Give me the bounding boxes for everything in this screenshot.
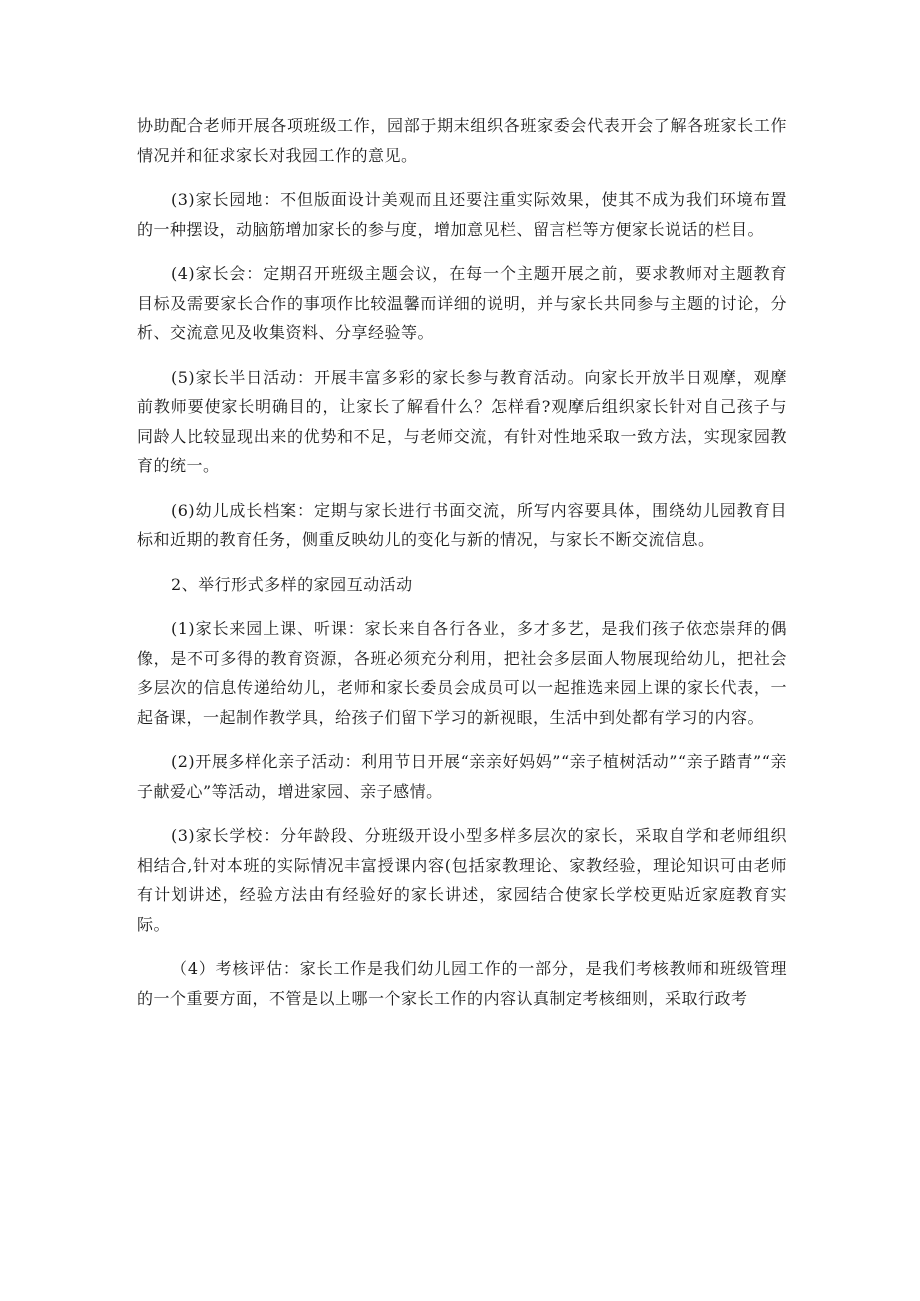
paragraph-parent-school: (3)家长学校：分年龄段、分班级开设小型多样多层次的家长，采取自学和老师组织相结合,针对本班的实际情况丰富授课内容(包括家教理论、家教经验，理论知识可由老师有计划讲述，经验方法由有经验好的家长讲述，家园结合使家长学校更贴近家庭教育实际。 [137, 826, 787, 934]
paragraph-parent-lessons: (1)家长来园上课、听课：家长来自各行各业，多才多艺，是我们孩子依恋崇拜的偶像，是不可多得的教育资源，各班必须充分利用，把社会多层面人物展现给幼儿，把社会多层次的信息传递给幼儿，老师和家长委员会成员可以一起推选来园上课的家长代表，一起备课，一起制作教学具，给孩子们留下学习的新视眼，生活中到处都有学习的内容。 [137, 619, 787, 727]
paragraph-parent-child-activities: (2)开展多样化亲子活动：利用节日开展“亲亲好妈妈”“亲子植树活动”“亲子踏青”“亲子献爱心”等活动，增进家园、亲子感情。 [137, 752, 787, 801]
paragraph-parent-meeting: (4)家长会：定期召开班级主题会议，在每一个主题开展之前，要求教师对主题教育目标及需要家长合作的事项作比较温馨而详细的说明，并与家长共同参与主题的讨论，分析、交流意见及收集资料、分享经验等。 [137, 264, 787, 342]
paragraph-parent-garden: (3)家长园地：不但版面设计美观而且还要注重实际效果，使其不成为我们环境布置的一种摆设，动脑筋增加家长的参与度，增加意见栏、留言栏等方便家长说话的栏目。 [137, 190, 787, 239]
paragraph-continuation: 协助配合老师开展各项班级工作，园部于期末组织各班家委会代表开会了解各班家长工作情况并和征求家长对我园工作的意见。 [137, 116, 787, 165]
paragraph-assessment: （4）考核评估：家长工作是我们幼儿园工作的一部分，是我们考核教师和班级管理的一个重要方面，不管是以上哪一个家长工作的内容认真制定考核细则，采取行政考 [137, 959, 787, 1008]
section-heading-interactive-activities: 2、举行形式多样的家园互动活动 [171, 574, 413, 594]
paragraph-growth-archive: (6)幼儿成长档案：定期与家长进行书面交流，所写内容要具体，围绕幼儿园教育目标和近期的教育任务，侧重反映幼儿的变化与新的情况，与家长不断交流信息。 [137, 500, 787, 549]
paragraph-half-day-activity: (5)家长半日活动：开展丰富多彩的家长参与教育活动。向家长开放半日观摩，观摩前教师要使家长明确目的，让家长了解看什么？怎样看?观摩后组织家长针对自己孩子与同龄人比较显现出来的优势和不足，与老师交流，有针对性地采取一致方法，实现家园教育的统一。 [137, 367, 787, 475]
document-body [137, 111, 787, 1028]
